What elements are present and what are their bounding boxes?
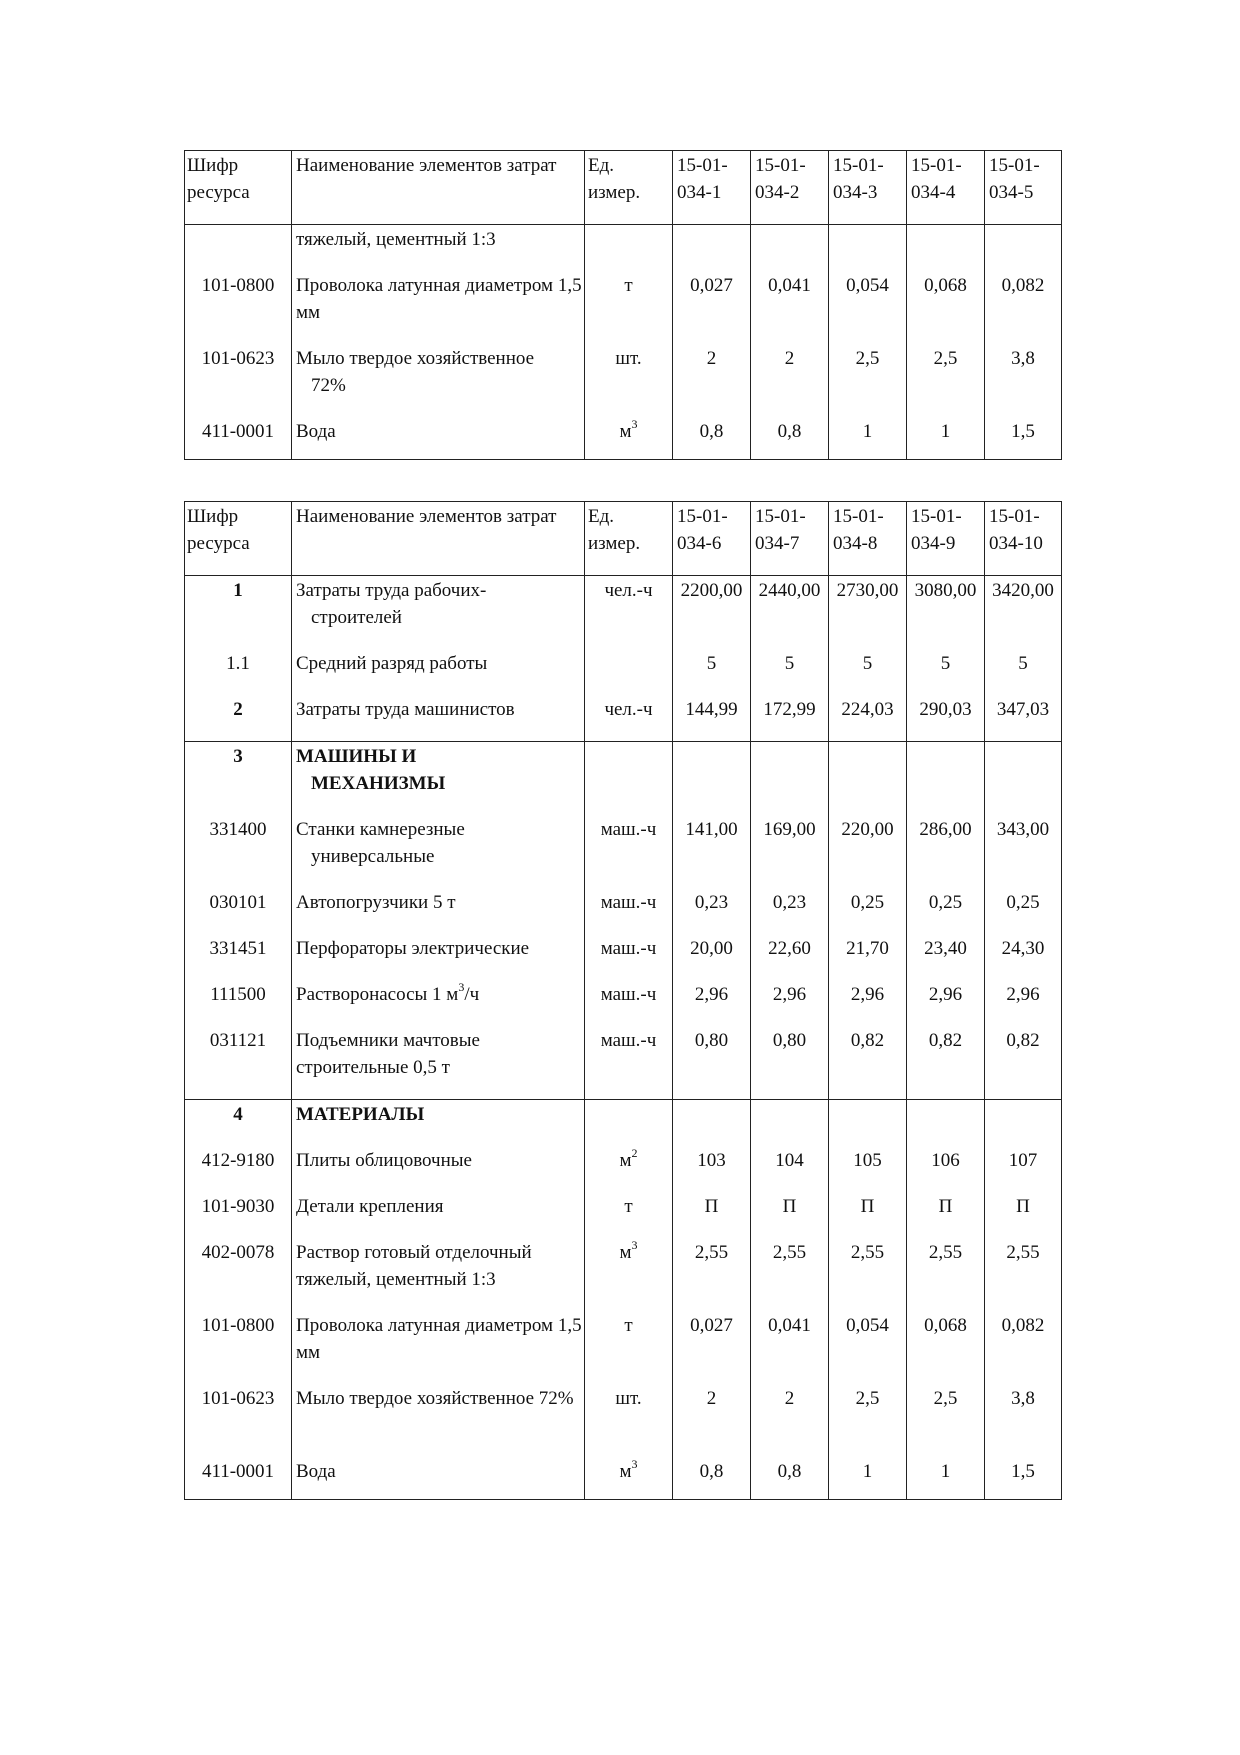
row-value: 1,5	[985, 1457, 1062, 1500]
table-row	[185, 695, 1062, 742]
row-name: Проволока латунная диаметром 1,5 мм	[292, 1311, 585, 1384]
row-unit: маш.-ч	[585, 815, 673, 888]
table-row	[185, 344, 1062, 417]
row-name: Растворонасосы 1 $м^3/ч$	[292, 980, 585, 1026]
row-value: 2,96	[673, 980, 751, 1026]
row-unit: $м^3$	[585, 1457, 673, 1500]
row-value: 0,041	[751, 1311, 829, 1384]
section-row	[185, 1100, 1062, 1147]
row-value: 21,70	[829, 934, 907, 980]
row-code: 411-0001	[185, 417, 292, 460]
row-value: 0,8	[673, 417, 751, 460]
row-value	[985, 742, 1062, 816]
row-code: 101-9030	[185, 1192, 292, 1238]
row-value: 343,00	[985, 815, 1062, 888]
row-code: 4	[185, 1100, 292, 1147]
row-value: 5	[673, 649, 751, 695]
row-value: П	[985, 1192, 1062, 1238]
row-code: 412-9180	[185, 1146, 292, 1192]
row-value: 224,03	[829, 695, 907, 742]
table-row	[185, 1026, 1062, 1100]
table-row	[185, 1311, 1062, 1384]
row-value: 0,041	[751, 271, 829, 344]
row-unit: маш.-ч	[585, 980, 673, 1026]
row-value: 169,00	[751, 815, 829, 888]
table-row	[185, 1238, 1062, 1311]
table-row	[185, 576, 1062, 650]
header-col: 15-01-034-4	[907, 151, 985, 225]
row-value: 106	[907, 1146, 985, 1192]
row-value: 2	[751, 1384, 829, 1457]
row-value: 0,80	[673, 1026, 751, 1100]
row-value: 2440,00	[751, 576, 829, 650]
row-name: тяжелый, цементный 1:3	[292, 225, 585, 272]
row-value: 2,55	[907, 1238, 985, 1311]
row-code: 030101	[185, 888, 292, 934]
row-value	[985, 225, 1062, 272]
row-value: 0,068	[907, 271, 985, 344]
row-value: 144,99	[673, 695, 751, 742]
row-unit: маш.-ч	[585, 1026, 673, 1100]
row-name: Автопогрузчики 5 т	[292, 888, 585, 934]
row-value	[829, 742, 907, 816]
row-value: 2	[673, 344, 751, 417]
row-unit: чел.-ч	[585, 576, 673, 650]
row-value: П	[829, 1192, 907, 1238]
row-value: 172,99	[751, 695, 829, 742]
header-col: 15-01-034-9	[907, 502, 985, 576]
row-value: 1	[907, 417, 985, 460]
row-value: 1	[829, 1457, 907, 1500]
row-value: 1	[907, 1457, 985, 1500]
row-value: П	[907, 1192, 985, 1238]
header-col: 15-01-034-10	[985, 502, 1062, 576]
row-code: 101-0800	[185, 271, 292, 344]
row-unit: т	[585, 271, 673, 344]
row-value: 0,068	[907, 1311, 985, 1384]
row-value: 220,00	[829, 815, 907, 888]
row-value: 2730,00	[829, 576, 907, 650]
row-value: 0,082	[985, 271, 1062, 344]
row-value: 2,96	[985, 980, 1062, 1026]
row-value: 5	[907, 649, 985, 695]
row-value	[907, 225, 985, 272]
table-row	[185, 888, 1062, 934]
row-value	[673, 1100, 751, 1147]
header-col: 15-01-034-3	[829, 151, 907, 225]
row-code: 411-0001	[185, 1457, 292, 1500]
row-unit: т	[585, 1192, 673, 1238]
row-unit: т	[585, 1311, 673, 1384]
row-code: 331451	[185, 934, 292, 980]
row-code: 111500	[185, 980, 292, 1026]
row-value: 22,60	[751, 934, 829, 980]
row-name: Подъемники мачтовые строительные 0,5 т	[292, 1026, 585, 1100]
row-value: 0,23	[673, 888, 751, 934]
table-row	[185, 1457, 1062, 1500]
table-header-row	[185, 502, 1062, 576]
header-col: 15-01-034-6	[673, 502, 751, 576]
table-row	[185, 1384, 1062, 1457]
row-value: 0,082	[985, 1311, 1062, 1384]
header-code: Шифр ресурса	[185, 151, 292, 225]
row-name: Проволока латунная диаметром 1,5 мм	[292, 271, 585, 344]
row-value: 20,00	[673, 934, 751, 980]
row-value: 2200,00	[673, 576, 751, 650]
row-value: 107	[985, 1146, 1062, 1192]
table-row	[185, 1192, 1062, 1238]
row-unit: маш.-ч	[585, 934, 673, 980]
row-name: Раствор готовый отделочный тяжелый, цементный 1:3	[292, 1238, 585, 1311]
row-value: 103	[673, 1146, 751, 1192]
table-row	[185, 934, 1062, 980]
row-value: 2	[673, 1384, 751, 1457]
row-unit	[585, 1100, 673, 1147]
row-value: 2,55	[673, 1238, 751, 1311]
table-row	[185, 815, 1062, 888]
header-col: 15-01-034-7	[751, 502, 829, 576]
row-value: 104	[751, 1146, 829, 1192]
section-title: МАТЕРИАЛЫ	[292, 1100, 585, 1147]
row-value: 0,25	[829, 888, 907, 934]
row-value: 3420,00	[985, 576, 1062, 650]
row-value: 3,8	[985, 1384, 1062, 1457]
header-name: Наименование элементов затрат	[292, 502, 585, 576]
row-value: 105	[829, 1146, 907, 1192]
row-value	[751, 742, 829, 816]
table-row	[185, 271, 1062, 344]
table-header-row	[185, 151, 1062, 225]
row-value: 0,82	[985, 1026, 1062, 1100]
row-code: 2	[185, 695, 292, 742]
row-value: 2,96	[829, 980, 907, 1026]
row-name: Средний разряд работы	[292, 649, 585, 695]
row-name: Перфораторы электрические	[292, 934, 585, 980]
row-value: 0,054	[829, 271, 907, 344]
row-name: Детали крепления	[292, 1192, 585, 1238]
section-title: МАШИНЫ И МЕХАНИЗМЫ	[292, 742, 585, 816]
row-unit	[585, 649, 673, 695]
row-unit: маш.-ч	[585, 888, 673, 934]
row-value	[907, 742, 985, 816]
header-col: 15-01-034-2	[751, 151, 829, 225]
row-value: 0,82	[907, 1026, 985, 1100]
row-value: 2,5	[907, 1384, 985, 1457]
row-name: Станки камнерезные универсальные	[292, 815, 585, 888]
header-unit: Ед. измер.	[585, 502, 673, 576]
row-value: 347,03	[985, 695, 1062, 742]
table-row	[185, 417, 1062, 460]
row-value: 1	[829, 417, 907, 460]
row-value: П	[751, 1192, 829, 1238]
row-value: 1,5	[985, 417, 1062, 460]
row-value: 3,8	[985, 344, 1062, 417]
row-value: П	[673, 1192, 751, 1238]
row-value: 24,30	[985, 934, 1062, 980]
row-code: 101-0800	[185, 1311, 292, 1384]
row-value: 0,027	[673, 1311, 751, 1384]
row-value	[985, 1100, 1062, 1147]
header-col: 15-01-034-1	[673, 151, 751, 225]
row-value: 5	[829, 649, 907, 695]
row-name: Вода	[292, 1457, 585, 1500]
row-value: 3080,00	[907, 576, 985, 650]
row-code: 402-0078	[185, 1238, 292, 1311]
row-code	[185, 225, 292, 272]
row-value: 2,5	[907, 344, 985, 417]
header-col: 15-01-034-5	[985, 151, 1062, 225]
row-value: 23,40	[907, 934, 985, 980]
section-row	[185, 742, 1062, 816]
table-row	[185, 649, 1062, 695]
row-value: 0,23	[751, 888, 829, 934]
row-value: 2,5	[829, 1384, 907, 1457]
row-value: 0,80	[751, 1026, 829, 1100]
resource-table-1	[184, 150, 1062, 460]
row-value: 0,8	[673, 1457, 751, 1500]
table-row	[185, 980, 1062, 1026]
row-value	[751, 225, 829, 272]
row-code: 331400	[185, 815, 292, 888]
row-value	[907, 1100, 985, 1147]
row-name: Плиты облицовочные	[292, 1146, 585, 1192]
row-unit	[585, 225, 673, 272]
header-unit: Ед. измер.	[585, 151, 673, 225]
row-code: 101-0623	[185, 1384, 292, 1457]
row-value: 0,8	[751, 417, 829, 460]
row-value: 286,00	[907, 815, 985, 888]
row-code: 101-0623	[185, 344, 292, 417]
row-value: 0,054	[829, 1311, 907, 1384]
row-unit: $м^3$	[585, 1238, 673, 1311]
row-unit: $м^3$	[585, 417, 673, 460]
row-code: 3	[185, 742, 292, 816]
row-unit: чел.-ч	[585, 695, 673, 742]
row-value: 2,96	[907, 980, 985, 1026]
header-name: Наименование элементов затрат	[292, 151, 585, 225]
row-value: 5	[751, 649, 829, 695]
row-value: 290,03	[907, 695, 985, 742]
row-unit: шт.	[585, 344, 673, 417]
row-value	[751, 1100, 829, 1147]
row-value: 141,00	[673, 815, 751, 888]
row-code: 1	[185, 576, 292, 650]
row-value: 2,55	[985, 1238, 1062, 1311]
row-value: 5	[985, 649, 1062, 695]
row-value: 2,5	[829, 344, 907, 417]
row-value: 0,25	[985, 888, 1062, 934]
resource-table-2	[184, 501, 1062, 1500]
row-name: Вода	[292, 417, 585, 460]
row-code: 1.1	[185, 649, 292, 695]
table-row	[185, 225, 1062, 272]
row-name: Затраты труда рабочих- строителей	[292, 576, 585, 650]
header-code: Шифр ресурса	[185, 502, 292, 576]
row-unit: шт.	[585, 1384, 673, 1457]
row-value	[673, 742, 751, 816]
row-unit	[585, 742, 673, 816]
row-value	[829, 1100, 907, 1147]
row-value: 0,8	[751, 1457, 829, 1500]
row-name: Затраты труда машинистов	[292, 695, 585, 742]
row-value: 2	[751, 344, 829, 417]
row-value: 2,96	[751, 980, 829, 1026]
row-value	[829, 225, 907, 272]
row-code: 031121	[185, 1026, 292, 1100]
row-value	[673, 225, 751, 272]
row-value: 0,82	[829, 1026, 907, 1100]
row-name: Мыло твердое хозяйственное 72%	[292, 1384, 585, 1457]
row-value: 2,55	[829, 1238, 907, 1311]
row-value: 2,55	[751, 1238, 829, 1311]
row-unit: $м^2$	[585, 1146, 673, 1192]
row-name: Мыло твердое хозяйственное 72%	[292, 344, 585, 417]
header-col: 15-01-034-8	[829, 502, 907, 576]
row-value: 0,25	[907, 888, 985, 934]
row-value: 0,027	[673, 271, 751, 344]
table-row	[185, 1146, 1062, 1192]
